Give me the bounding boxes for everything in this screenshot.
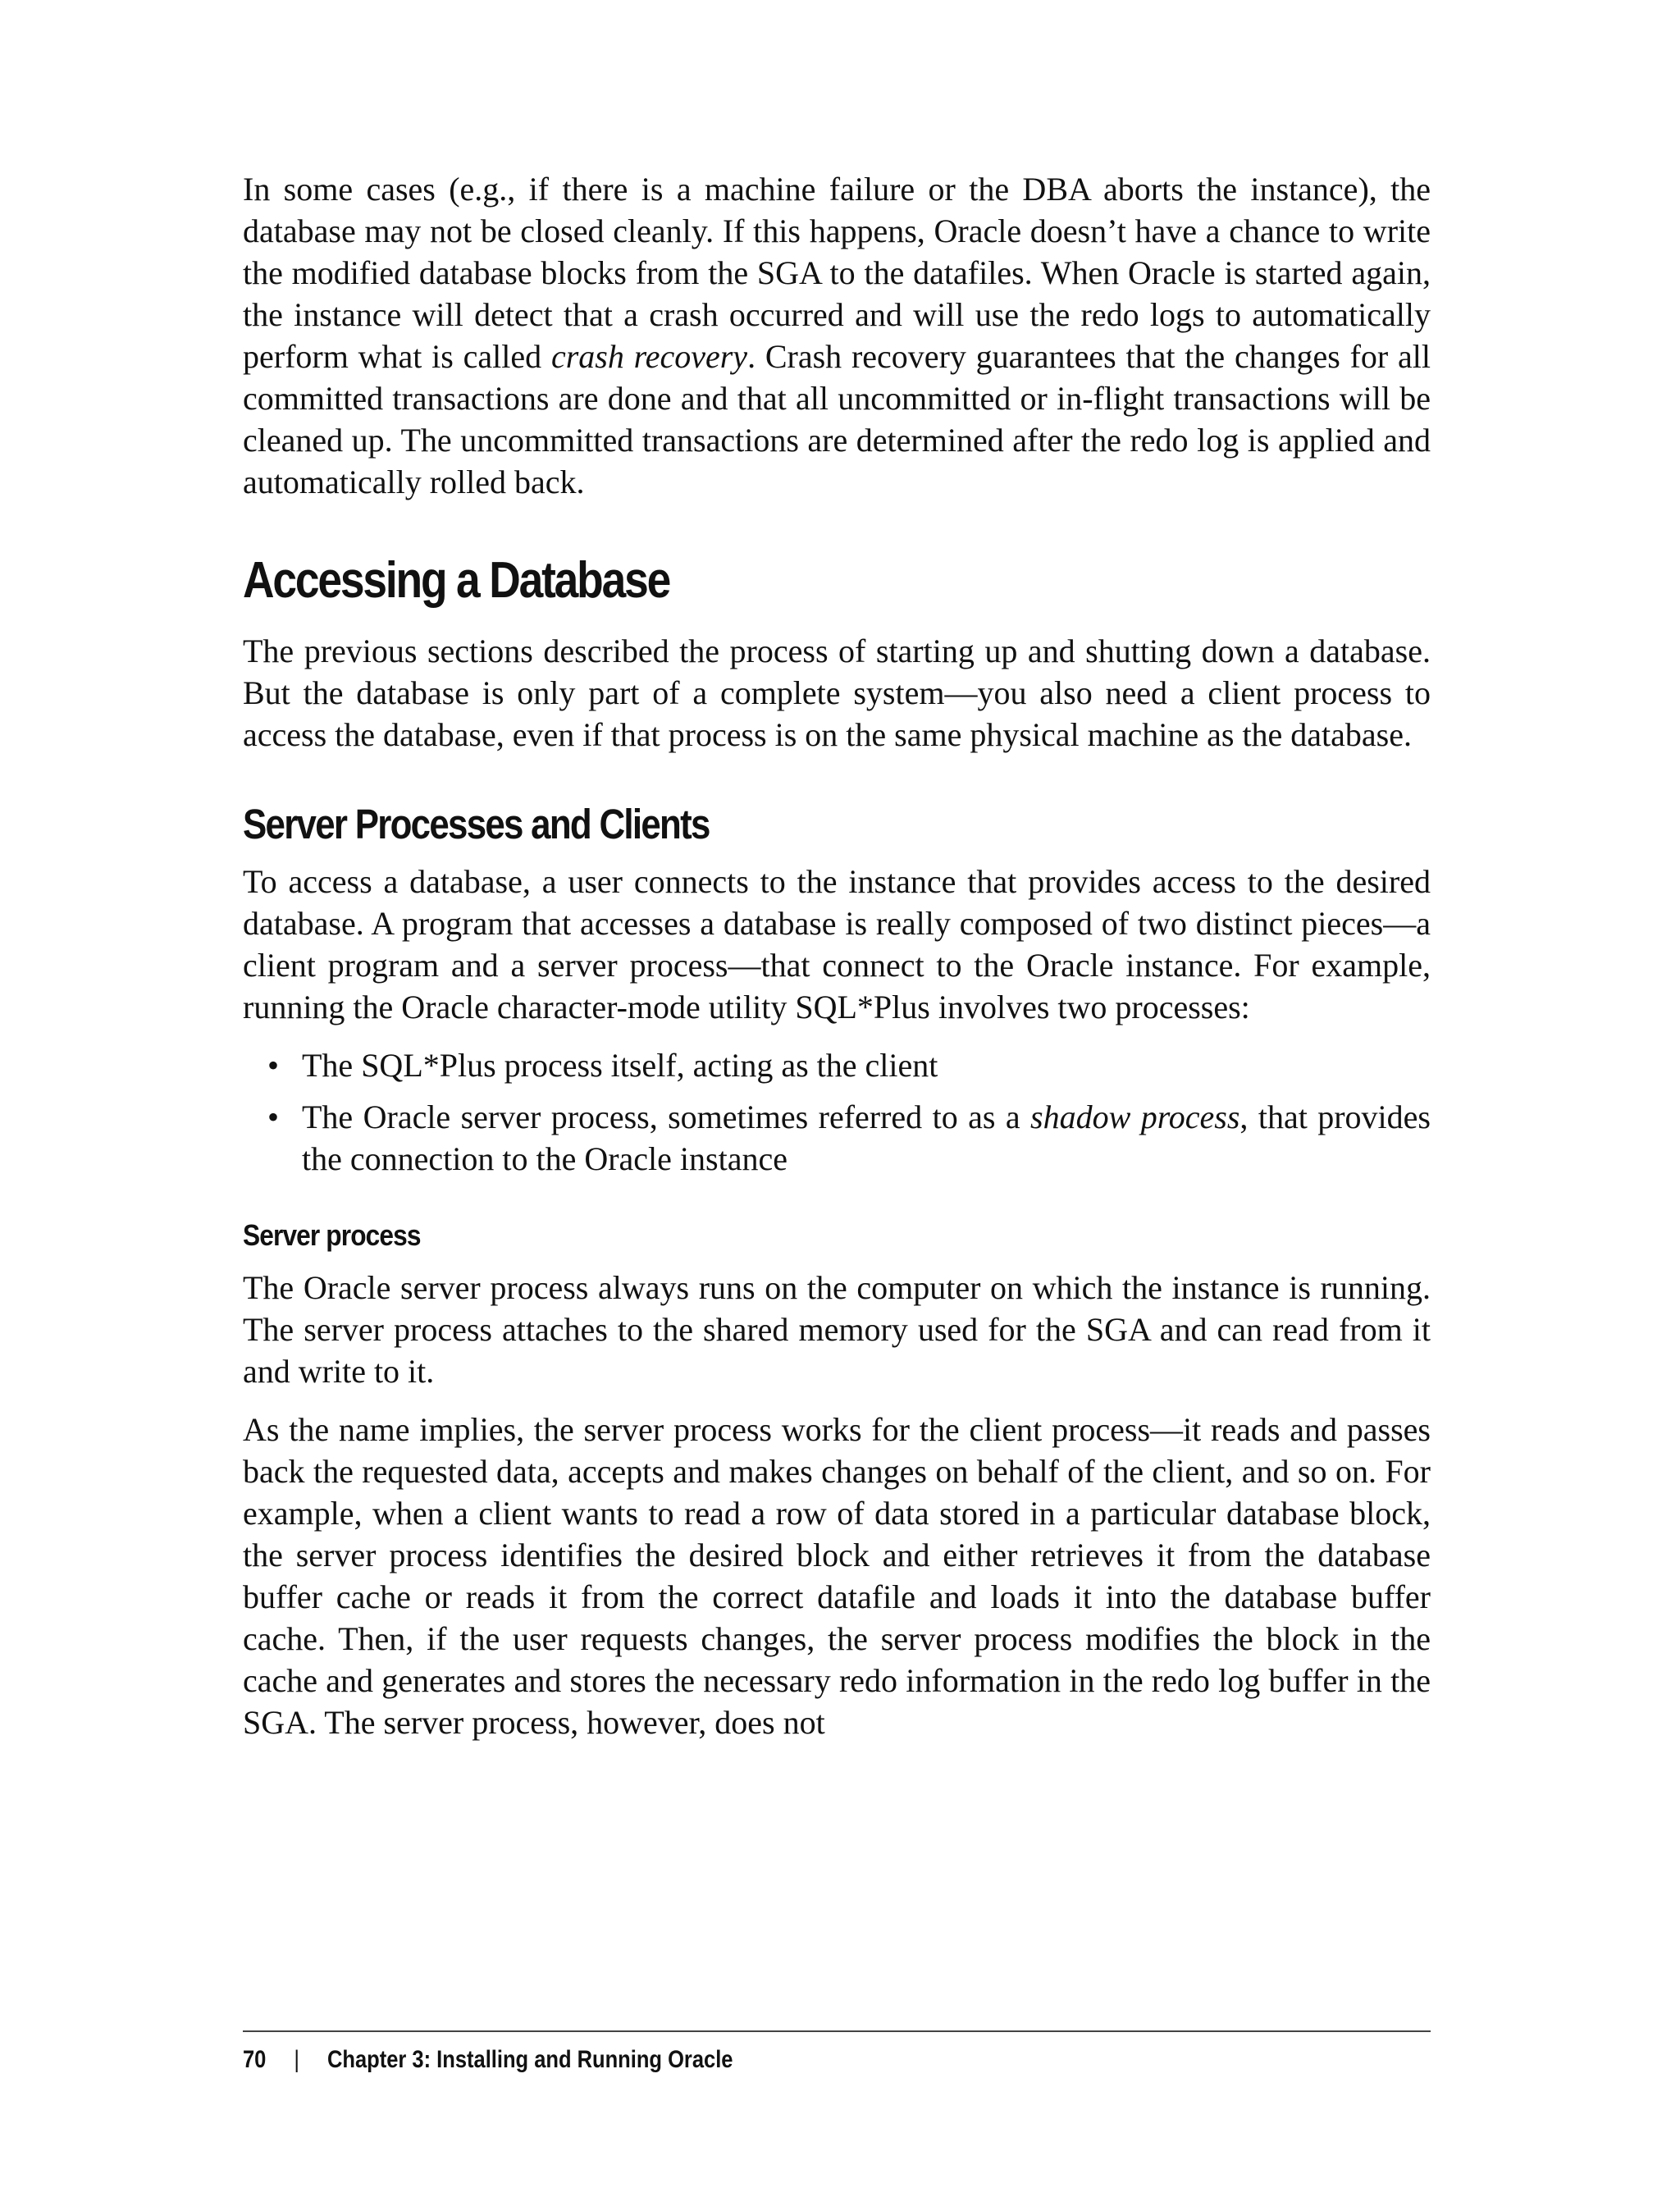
footer-separator: | <box>294 2046 299 2073</box>
footer-divider <box>243 2030 1431 2032</box>
list-item-text: , that provides the connection to the Oracle instance <box>302 1098 1431 1177</box>
list-item <box>243 1096 1431 1180</box>
list-item-text: The Oracle server process, sometimes referred to as a <box>302 1098 1031 1135</box>
paragraph-accessing-database: The previous sections described the process of starting up and shutting down a database. But the database is only part of a complete system—you also need a client process to access the database, even if that process is on the same physical machine as the database. <box>243 633 1431 753</box>
paragraph-server-processes: To access a database, a user connects to the instance that provides access to the desired database. A program that accesses a database is really composed of two distinct pieces—a client program and a server process—that connect to the Oracle instance. For example, running the Oracle character-mode utility SQL*Plus involves two processes: <box>243 863 1431 1025</box>
subsubsection-heading-server-process: Server process <box>243 1218 421 1252</box>
paragraph-server-process-2: As the name implies, the server process works for the client process—it reads and passes back the requested data, accepts and makes changes on behalf of the client, and so on. For example, when a client wants to read a row of data stored in a particular database block, the server process identifies the desired block and either retrieves it from the database buffer cache or reads it from the correct datafile and loads it into the database buffer cache. Then, if the user requests changes, the server process modifies the block in the cache and generates and stores the necessary redo information in the redo log buffer in the SGA. The server process, however, does not <box>243 1411 1431 1741</box>
paragraph-server-process-1: The Oracle server process always runs on the computer on which the instance is running. The server process attaches to the shared memory used for the SGA and can read from it and write to it. <box>243 1269 1431 1390</box>
paragraph-text: In some cases (e.g., if there is a machine failure or the DBA aborts the instance), the database may not be closed cleanly. If this happens, Oracle doesn’t have a chance to write the modified database blocks from the SGA to the datafiles. When Oracle is started again, the instance will detect that a crash occurred and will use the redo logs to automatically perform what is called <box>243 171 1431 375</box>
bullet-icon: • <box>267 1047 280 1084</box>
subsection-heading-server-processes: Server Processes and Clients <box>243 801 710 847</box>
paragraph-crash-recovery <box>243 168 1431 503</box>
page-number: 70 <box>243 2046 267 2073</box>
emphasis-crash-recovery: crash recovery <box>550 338 748 375</box>
page-content <box>243 168 1431 1760</box>
chapter-title: Chapter 3: Installing and Running Oracle <box>326 2046 733 2073</box>
list-item-text: The SQL*Plus process itself, acting as the client <box>302 1047 938 1084</box>
bullet-icon: • <box>267 1098 280 1135</box>
section-heading-accessing-database: Accessing a Database <box>243 552 670 609</box>
list-item <box>243 1044 1431 1086</box>
page-footer <box>243 2044 733 2076</box>
emphasis-shadow-process: shadow process <box>1030 1098 1240 1135</box>
bullet-list-processes <box>243 1044 1431 1180</box>
paragraph-text: . Crash recovery guarantees that the changes for all committed transactions are done and that all uncommitted or in-flight transactions will be cleaned up. The uncommitted transactions are determined after the redo log is applied and automatically rolled back. <box>243 338 1431 500</box>
